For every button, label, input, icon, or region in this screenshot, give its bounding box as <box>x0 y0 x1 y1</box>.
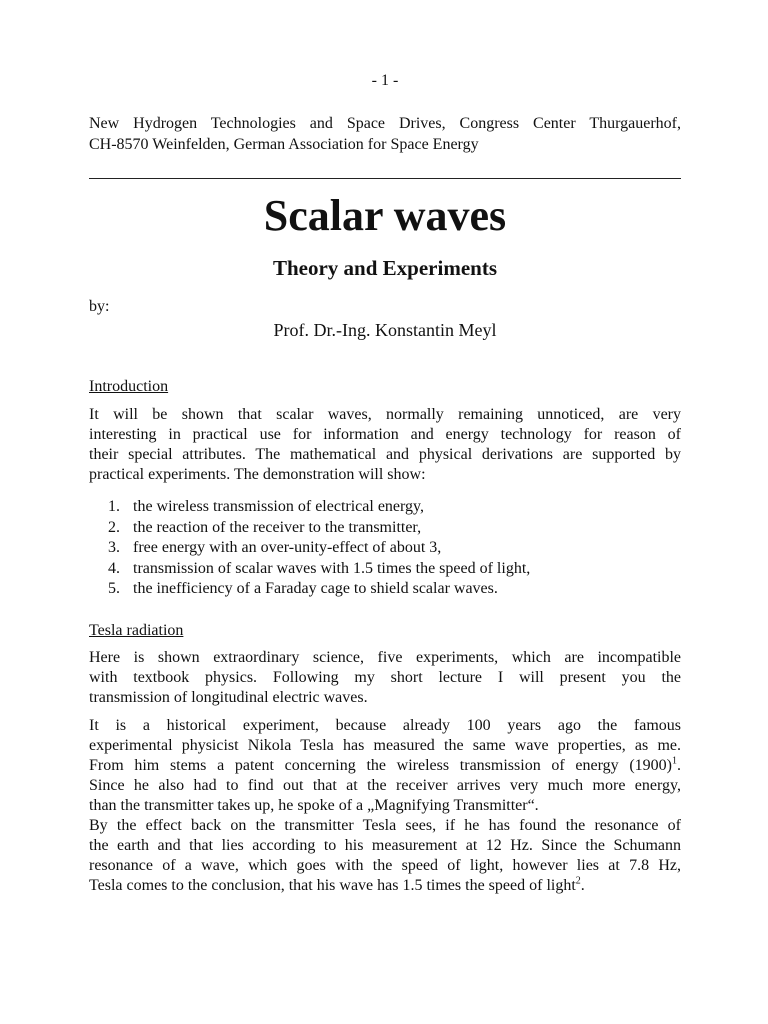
paragraph-line: experimental physicist Nikola Tesla has measured the same wave properties, as me. <box>89 737 681 754</box>
line-text: Tesla comes to the conclusion, that his wave has 1.5 times the speed of light <box>89 877 576 894</box>
list-item <box>89 497 681 518</box>
line-end: . <box>677 757 681 774</box>
conference-header-line-1: New Hydrogen Technologies and Space Drives, Congress Center Thurgauerhof, <box>89 115 681 132</box>
paragraph-line: than the transmitter takes up, he spoke of a „Magnifying Transmitter“. <box>89 797 539 814</box>
tesla-paragraph-1 <box>89 648 681 708</box>
list-text: the inefficiency of a Faraday cage to shield scalar waves. <box>133 580 498 597</box>
list-text: transmission of scalar waves with 1.5 times the speed of light, <box>133 559 531 577</box>
paragraph-line: By the effect back on the transmitter Tesla sees, if he has found the resonance of <box>89 817 681 834</box>
tesla-paragraph-3 <box>89 816 681 896</box>
section-heading-tesla-radiation: Tesla radiation <box>89 622 184 639</box>
list-text: the wireless transmission of electrical energy, <box>133 498 425 515</box>
paragraph-line <box>89 876 681 896</box>
list-item <box>89 579 681 600</box>
paragraph-line: their special attributes. The mathematical and physical derivations are supported by <box>89 446 681 463</box>
paragraph-line: transmission of longitudinal electric waves. <box>89 689 368 706</box>
by-label: by: <box>89 298 110 315</box>
line-text: From him stems a patent concerning the wireless transmission of energy (1900) <box>89 757 672 774</box>
list-number: 3. <box>108 539 120 556</box>
paragraph-line: resonance of a wave, which goes with the speed of light, however lies at 7.8 Hz, <box>89 857 681 874</box>
footnote-reference-2: 2 <box>575 875 581 887</box>
tesla-paragraph-2 <box>89 716 681 816</box>
paragraph-line: with textbook physics. Following my short lecture I will present you the <box>89 669 681 686</box>
paragraph-line: Here is shown extraordinary science, five experiments, which are incompatible <box>89 649 681 666</box>
list-item <box>89 518 681 539</box>
list-number: 2. <box>108 518 120 536</box>
section-heading-introduction: Introduction <box>89 378 169 395</box>
list-number: 4. <box>108 559 120 577</box>
list-item <box>89 559 681 580</box>
paragraph-line: Since he also had to find out that at the receiver arrives very much more energy, <box>89 777 681 794</box>
paragraph-line: the earth and that lies according to his measurement at 12 Hz. Since the Schumann <box>89 837 681 854</box>
list-text: free energy with an over-unity-effect of about 3, <box>133 539 442 556</box>
demonstration-list <box>89 497 681 600</box>
paragraph-line: practical experiments. The demonstration will show: <box>89 466 426 483</box>
list-text: the reaction of the receiver to the transmitter, <box>133 518 422 536</box>
line-end: . <box>580 877 585 894</box>
list-number: 1. <box>108 498 120 515</box>
list-number: 5. <box>108 580 120 597</box>
page-number: - 1 - <box>371 72 399 89</box>
footnote-reference-1: 1 <box>672 755 677 767</box>
conference-header-line-2: CH-8570 Weinfelden, German Association for Space Energy <box>89 136 479 153</box>
paragraph-line <box>89 756 681 776</box>
author-name: Prof. Dr.-Ing. Konstantin Meyl <box>273 320 497 340</box>
conference-header <box>89 113 681 155</box>
paragraph-line: It is a historical experiment, because already 100 years ago the famous <box>89 717 681 734</box>
list-item <box>89 538 681 559</box>
header-divider <box>89 178 681 179</box>
paragraph-line: It will be shown that scalar waves, normally remaining unnoticed, are very <box>89 406 681 423</box>
document-subtitle: Theory and Experiments <box>272 256 497 280</box>
document-title: Scalar waves <box>263 191 507 240</box>
paragraph-line: interesting in practical use for information and energy technology for reason of <box>89 426 681 443</box>
introduction-paragraph <box>89 405 681 485</box>
